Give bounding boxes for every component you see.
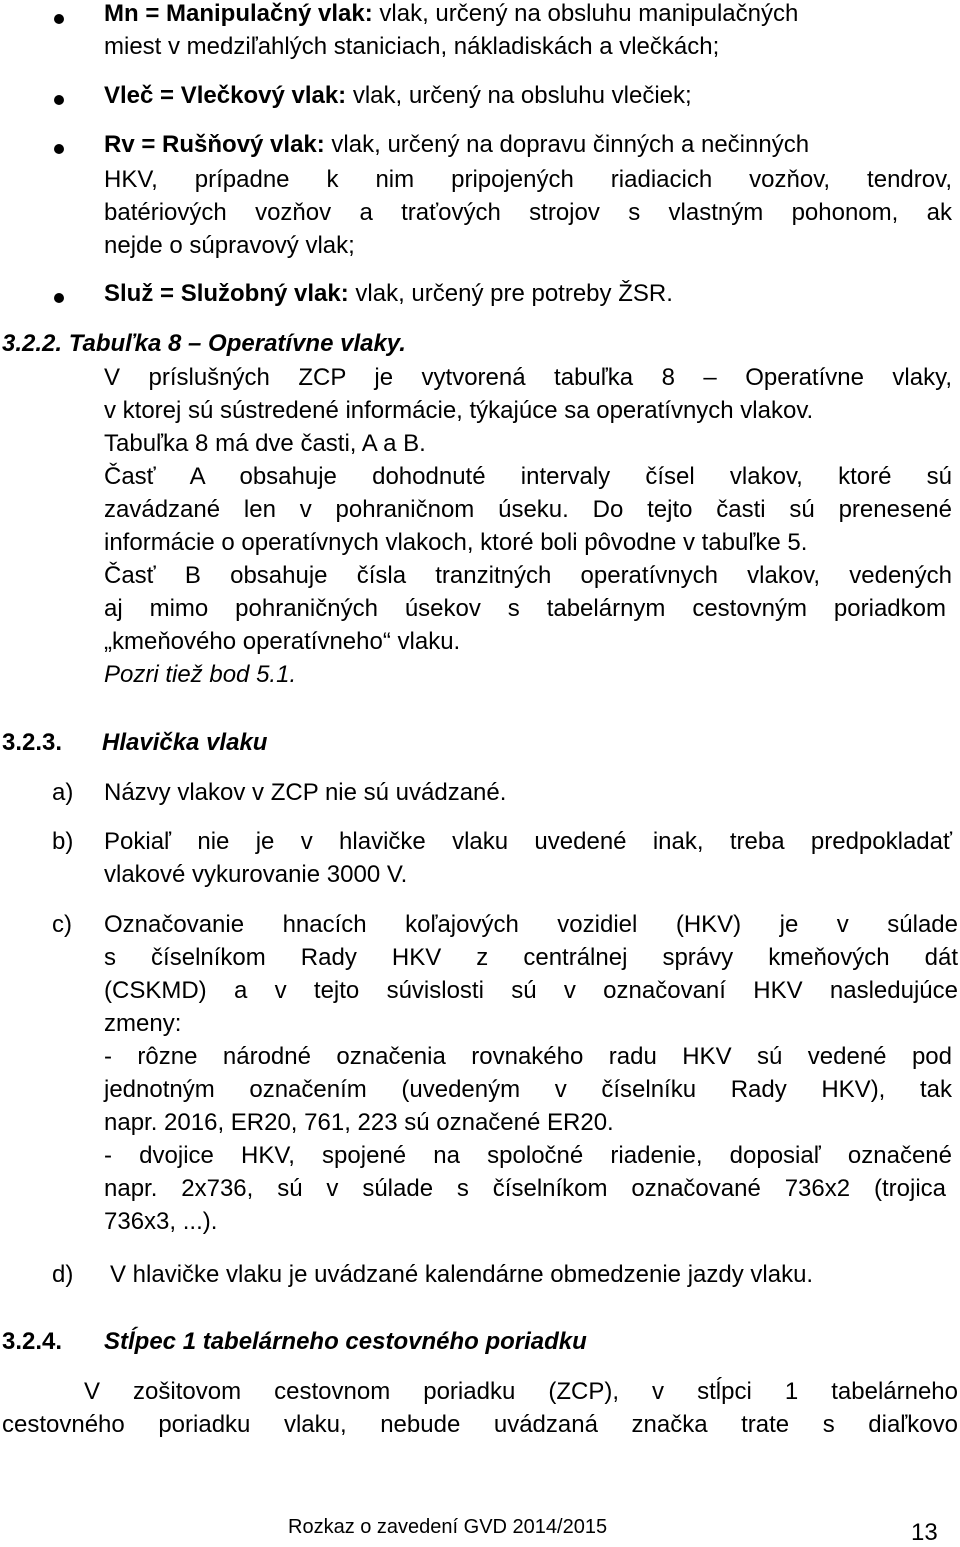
bullet-text: vlak, určený na obsluhu manipulačných <box>372 0 799 27</box>
cross-reference: Pozri tiež bod 5.1. <box>104 661 297 688</box>
bullet-text: vlak, určený na obsluhu vlečiek; <box>346 82 692 109</box>
item-text: napr. 2x736, sú v súlade s číselníkom označované 736x2 (trojica <box>104 1175 946 1202</box>
item-text: Označovanie hnacích koľajových vozidiel (HKV) je v súlade <box>104 911 958 938</box>
bullet-item-sluzobny <box>104 277 673 310</box>
bullet-continuation: batériových vozňov a traťových strojov s vlastným pohonom, ak <box>104 199 952 226</box>
item-text: zmeny: <box>104 1010 182 1037</box>
section-number-323: 3.2.3. <box>2 729 63 756</box>
item-marker: c) <box>52 911 72 938</box>
bullet-dot <box>54 144 64 154</box>
item-marker: a) <box>52 779 74 806</box>
bullet-term: Služ = Služobný vlak: <box>104 280 349 307</box>
bullet-dot <box>54 14 64 24</box>
item-text: V hlavičke vlaku je uvádzané kalendárne obmedzenie jazdy vlaku. <box>110 1261 814 1288</box>
item-text: s číselníkom Rady HKV z centrálnej správy kmeňových dát <box>104 944 958 971</box>
paragraph-line: „kmeňového operatívneho“ vlaku. <box>104 628 461 655</box>
paragraph-line: Časť A obsahuje dohodnuté intervaly čísel vlakov, ktoré sú <box>104 463 952 490</box>
paragraph-line: aj mimo pohraničných úsekov s tabelárnym cestovným poriadkom <box>104 595 946 622</box>
section-heading-322: 3.2.2. Tabuľka 8 – Operatívne vlaky. <box>2 330 406 357</box>
item-text: Pokiaľ nie je v hlavičke vlaku uvedené inak, treba predpokladať <box>104 828 952 855</box>
paragraph-line: V zošitovom cestovnom poriadku (ZCP), v stĺpci 1 tabelárneho <box>84 1378 958 1405</box>
section-number-324: 3.2.4. <box>2 1328 63 1355</box>
paragraph-line: cestovného poriadku vlaku, nebude uvádzaná značka trate s diaľkovo <box>2 1411 958 1438</box>
bullet-term: Vleč = Vlečkový vlak: <box>104 82 347 109</box>
item-text: - dvojice HKV, spojené na spoločné riadenie, doposiaľ označené <box>104 1142 952 1169</box>
bullet-term: Mn = Manipulačný vlak: <box>104 0 373 27</box>
paragraph-line: Časť B obsahuje čísla tranzitných operatívnych vlakov, vedených <box>104 562 952 589</box>
item-marker: b) <box>52 828 74 855</box>
bullet-item-vleckovy <box>104 79 692 112</box>
bullet-term: Rv = Rušňový vlak: <box>104 131 325 158</box>
item-text: Názvy vlakov v ZCP nie sú uvádzané. <box>104 779 507 806</box>
item-text: 736x3, ...). <box>104 1208 218 1235</box>
paragraph-line: zavádzané len v pohraničnom úseku. Do tejto časti sú prenesené <box>104 496 952 523</box>
bullet-item-rusnovy <box>104 128 809 161</box>
paragraph-line: V príslušných ZCP je vytvorená tabuľka 8 – Operatívne vlaky, <box>104 364 952 391</box>
bullet-text: vlak, určený pre potreby ŽSR. <box>348 280 673 307</box>
bullet-item-manipulacny <box>104 0 798 30</box>
bullet-dot <box>54 293 64 303</box>
paragraph-line: Tabuľka 8 má dve časti, A a B. <box>104 430 426 457</box>
section-title-324: Stĺpec 1 tabelárneho cestovného poriadku <box>104 1328 587 1355</box>
item-text: vlakové vykurovanie 3000 V. <box>104 861 408 888</box>
item-marker: d) <box>52 1261 74 1288</box>
bullet-dot <box>54 95 64 105</box>
bullet-continuation: miest v medziľahlých staniciach, nákladiskách a vlečkách; <box>104 33 720 60</box>
footer-title: Rozkaz o zavedení GVD 2014/2015 <box>288 1516 608 1538</box>
paragraph-line: v ktorej sú sústredené informácie, týkajúce sa operatívnych vlakov. <box>104 397 814 424</box>
bullet-continuation: nejde o súpravový vlak; <box>104 232 355 259</box>
item-text: jednotným označením (uvedeným v číselníku Rady HKV), tak <box>104 1076 952 1103</box>
item-text: - rôzne národné označenia rovnakého radu HKV sú vedené pod <box>104 1043 952 1070</box>
section-title-323: Hlavička vlaku <box>102 729 268 756</box>
item-text: napr. 2016, ER20, 761, 223 sú označené ER20. <box>104 1109 614 1136</box>
bullet-continuation: HKV, prípadne k nim pripojených riadiacich vozňov, tendrov, <box>104 166 952 193</box>
bullet-text: vlak, určený na dopravu činných a nečinných <box>324 131 810 158</box>
item-text: (CSKMD) a v tejto súvislosti sú v označovaní HKV nasledujúce <box>104 977 958 1004</box>
paragraph-line: informácie o operatívnych vlakoch, ktoré boli pôvodne v tabuľke 5. <box>104 529 808 556</box>
page-number: 13 <box>911 1519 938 1546</box>
